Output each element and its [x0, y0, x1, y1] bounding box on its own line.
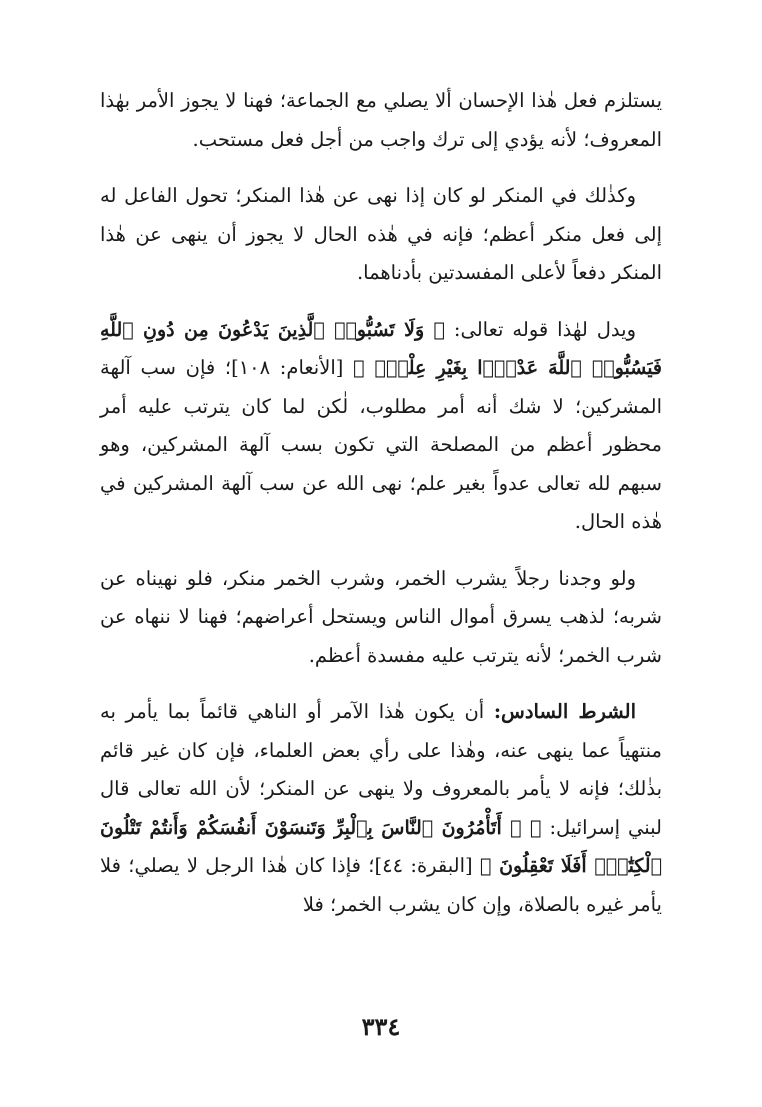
quran-verse-baqarah: ﴿ ۞ أَتَأْمُرُونَ ٱلنَّاسَ بِٱلْبِرِّ وَتَنسَوْنَ أَنفُسَكُمْ وَأَنتُمْ تَتْلُونَ ٱلْكِتَٰبَۚ أَفَلَا تَعْقِلُونَ ﴾ — [100, 816, 662, 877]
paragraph-2 — [100, 177, 662, 293]
paragraph-3-intro: ويدل لهٰذا قوله تعالى: — [453, 317, 636, 341]
paragraph-3 — [100, 311, 662, 542]
paragraph-5-rest: [البقرة: ٤٤]؛ فإذا كان هٰذا الرجل لا يصلي؛ فلا يأمر غيره بالصلاة، وإن كان يشرب الخمر؛ فلا — [100, 854, 662, 916]
paragraph-5-intro: أن يكون هٰذا الآمر أو الناهي قائماً بما يأمر به منتهياً عما ينهى عنه، وهٰذا على رأي بعض العلماء، فإن كان غير قائم بذٰلك؛ فإنه لا يأمر بالمعروف ولا ينهى عن المنكر؛ لأن الله تعالى قال لبني إسرائيل: — [100, 700, 663, 839]
paragraph-3-rest: [الأنعام: ١٠٨]؛ فإن سب آلهة المشركين؛ لا شك أنه أمر مطلوب، لٰكن لما كان يترتب عليه أمر محظور أعظم من المصلحة التي تكون بسب آلهة المشركين، وهو سبهم لله تعالى عدواً بغير علم؛ نهى الله عن سب آلهة المشركين في هٰذه الحال. — [100, 356, 662, 533]
paragraph-1 — [100, 82, 662, 159]
page-body — [100, 82, 662, 942]
paragraph-4-text: ولو وجدنا رجلاً يشرب الخمر، وشرب الخمر منكر، فلو نهيناه عن شربه؛ لذهب يسرق أموال الناس ويستحل أعراضهم؛ فهنا لا ننهاه عن شرب الخمر؛ لأنه يترتب عليه مفسدة أعظم. — [100, 566, 662, 667]
paragraph-4 — [100, 560, 662, 676]
paragraph-2-text: وكذٰلك في المنكر لو كان إذا نهى عن هٰذا المنكر؛ تحول الفاعل له إلى فعل منكر أعظم؛ فإنه في هٰذه الحال لا يجوز أن ينهى عن هٰذا المنكر دفعاً لأعلى المفسدتين بأدناهما. — [100, 184, 662, 284]
section-heading: الشرط السادس: — [493, 700, 637, 723]
paragraph-1-text: يستلزم فعل هٰذا الإحسان ألا يصلي مع الجماعة؛ فهنا لا يجوز الأمر بهٰذا المعروف؛ لأنه يؤدي إلى ترك واجب من أجل فعل مستحب. — [100, 89, 662, 151]
paragraph-5 — [100, 693, 662, 924]
quran-verse-anam: ﴿ وَلَا تَسُبُّوا۟ ٱلَّذِينَ يَدْعُونَ مِن دُونِ ٱللَّهِ فَيَسُبُّوا۟ ٱللَّهَ عَدْوًۢا بِغَيْرِ عِلْمٍۗ ﴾ — [100, 318, 663, 379]
page-number: ٣٣٤ — [361, 1012, 401, 1041]
